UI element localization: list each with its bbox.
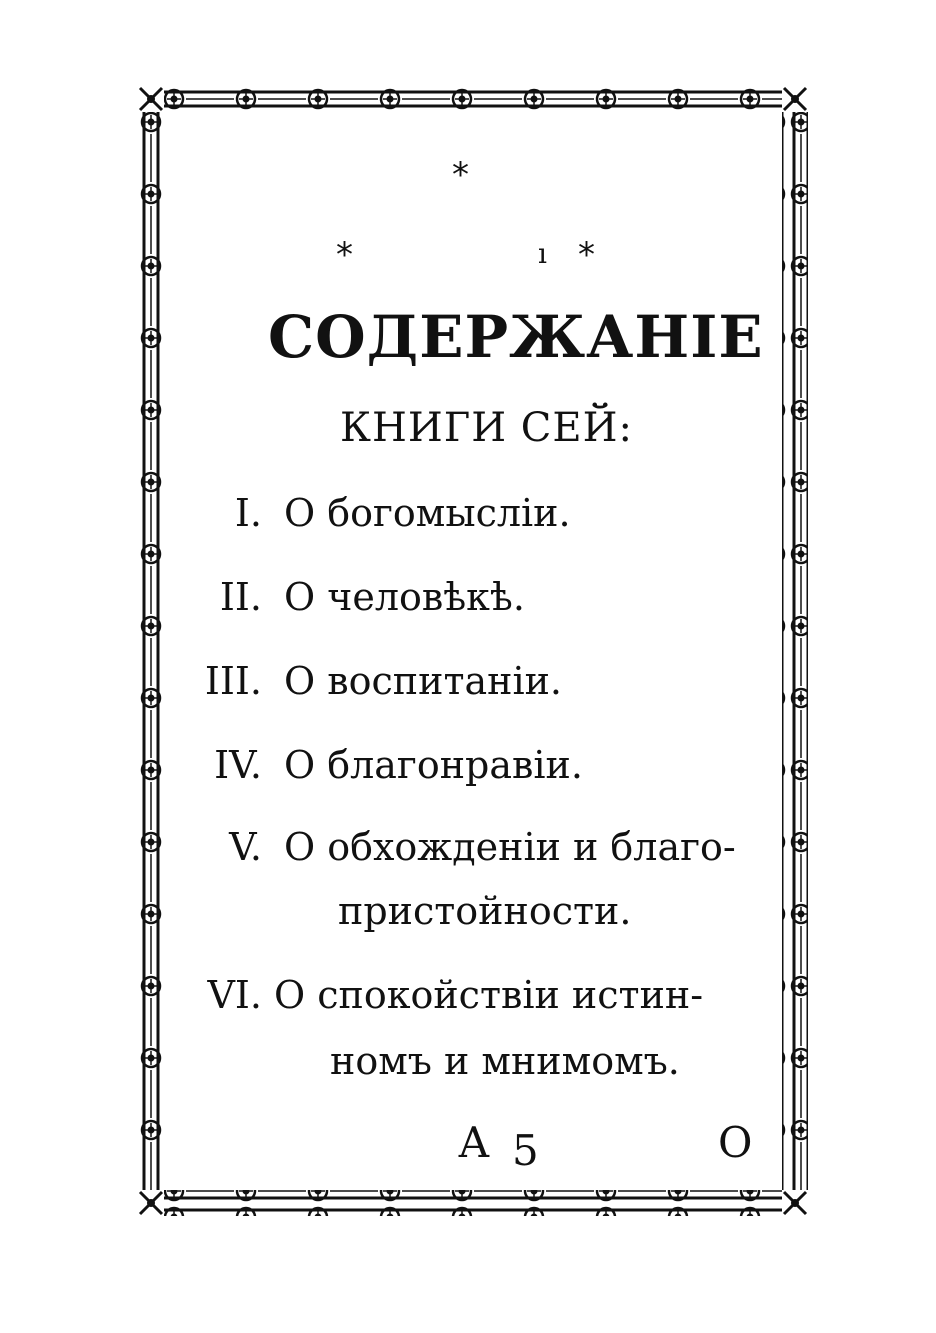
entry-text-continuation: номъ и мнимомъ. [330,1039,680,1083]
entry-text: О человѣкѣ. [284,575,525,619]
entry-text: О богомысліи. [284,491,571,535]
entry-number: III. [204,659,262,703]
entry-text: О воспитаніи. [284,659,563,703]
entry-number: I. [234,491,262,535]
entry-number: IV. [214,743,262,787]
entry-number: II. [219,575,262,619]
page-subtitle: КНИГИ СЕЙ: [340,405,633,451]
mid-mark: ı [538,237,547,270]
entry-number: VI. [207,973,262,1017]
catchword: О [718,1118,753,1167]
page-title: СОДЕРЖАНІЕ [268,303,764,371]
right-asterisk-ornament: * [578,235,595,275]
entry-text-continuation: пристойности. [338,889,632,933]
entry-text: О спокойствіи истин- [274,973,704,1017]
signature-mark: А [458,1118,490,1167]
entry-number: V. [229,825,262,869]
entry-text: О благонравіи. [284,743,583,787]
left-asterisk-ornament: * [336,235,353,275]
top-asterisk-ornament: * [452,155,469,195]
signature-number: 5 [512,1126,539,1175]
entry-text: О обхожденіи и благо- [284,825,736,869]
